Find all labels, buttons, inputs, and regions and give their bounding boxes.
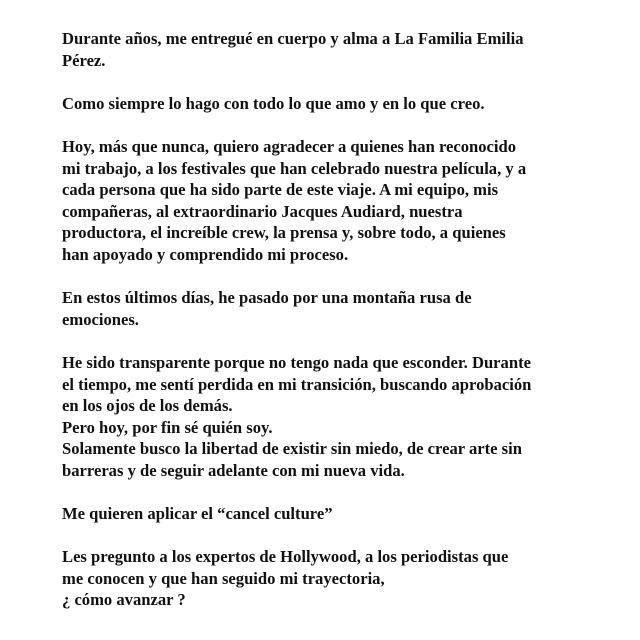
text-line: Durante años, me entregué en cuerpo y alma a La Familia Emilia: [62, 29, 524, 48]
paragraph-4: [62, 287, 602, 330]
text-line: Solamente busco la libertad de existir sin miedo, de crear arte sin: [62, 439, 522, 459]
text-line: Les pregunto a los expertos de Hollywood, a los periodistas que: [62, 547, 509, 567]
text-line: mi trabajo, a los festivales que han celebrado nuestra película, y a: [62, 158, 527, 178]
statement-text: [62, 28, 602, 611]
paragraph-2: [62, 93, 602, 115]
text-line: barreras y de seguir adelante con mi nueva vida.: [62, 460, 405, 480]
text-line: en los ojos de los demás.: [62, 396, 233, 416]
text-line: Como siempre lo hago con todo lo que amo y en lo que creo.: [62, 93, 485, 113]
text-line: En estos últimos días, he pasado por una montaña rusa de: [62, 288, 472, 308]
paragraph-6: [62, 503, 602, 525]
text-line: ¿ cómo avanzar ?: [62, 590, 186, 610]
text-line: productora, el increíble crew, la prensa y, sobre todo, a quienes: [62, 223, 506, 243]
text-line: el tiempo, me sentí perdida en mi transición, buscando aprobación: [62, 374, 532, 394]
text-line: Pérez.: [62, 50, 106, 70]
text-line: han apoyado y comprendido mi proceso.: [62, 244, 349, 264]
paragraph-3: [62, 136, 602, 266]
text-line: cada persona que ha sido parte de este viaje. A mi equipo, mis: [62, 180, 499, 200]
text-line: He sido transparente porque no tengo nada que esconder. Durante: [62, 352, 531, 372]
text-line: emociones.: [62, 309, 139, 329]
text-line: compañeras, al extraordinario Jacques Audiard, nuestra: [62, 201, 463, 221]
paragraph-7: [62, 546, 602, 611]
text-line: Me quieren aplicar el “cancel culture”: [62, 504, 333, 524]
text-line: Pero hoy, por fin sé quién soy.: [62, 417, 273, 437]
paragraph-5: [62, 352, 602, 482]
paragraph-1: [62, 28, 602, 71]
text-line: me conocen y que han seguido mi trayectoria,: [62, 568, 385, 588]
text-line: Hoy, más que nunca, quiero agradecer a quienes han reconocido: [62, 136, 517, 156]
